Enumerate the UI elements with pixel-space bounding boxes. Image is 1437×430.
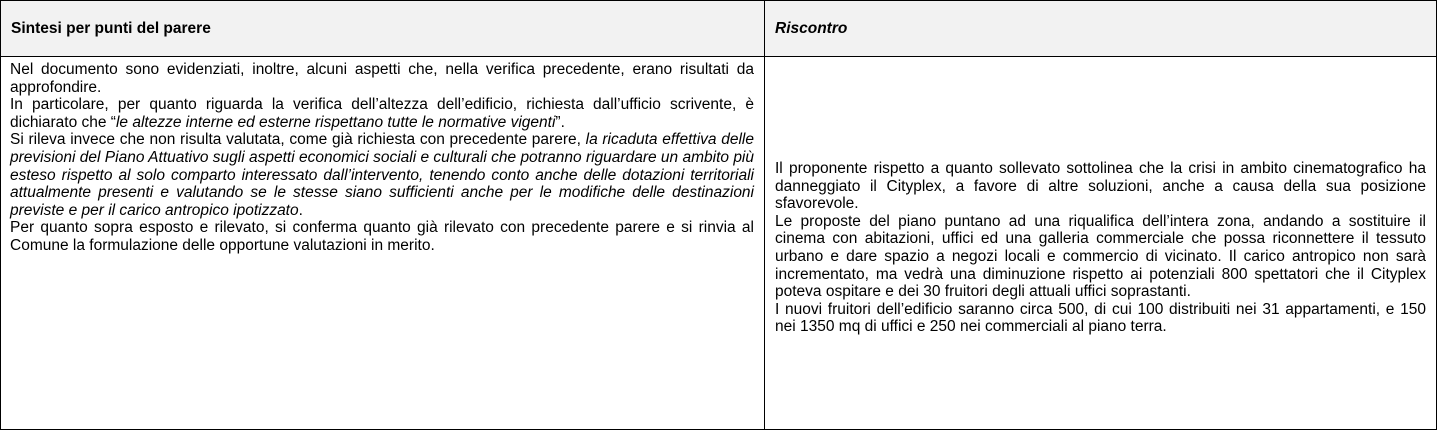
summary-text-span: Si rileva invece che non risulta valutata, come già richiesta con precedente parere, <box>10 131 586 149</box>
header-response-label: Riscontro <box>775 19 848 37</box>
summary-paragraph <box>10 61 754 96</box>
header-cell-response <box>765 1 1437 57</box>
summary-text-span: ”. <box>555 113 565 131</box>
summary-text-span: . <box>298 201 303 219</box>
response-text-span: Il proponente rispetto a quanto sollevato sottolinea che la crisi in ambito cinematografico ha danneggiato il Cityplex, a favore di altre soluzioni, anche a causa della sua posizione sfavorevole. <box>775 160 1426 213</box>
table-header-row <box>1 1 1437 57</box>
summary-paragraph <box>10 131 754 219</box>
response-text <box>765 57 1436 336</box>
summary-paragraph <box>10 219 754 254</box>
response-cell <box>765 57 1437 430</box>
response-text-span: Le proposte del piano puntano ad una riqualifica dell’intera zona, andando a sostituire il cinema con abitazioni, uffici ed una galleria commerciale che possa riconnettere il tessuto urbano e dare spazio a negozi locali e commercio di vicinato. Il carico antropico non sarà incrementato, ma vedrà una diminuzione rispetto ai potenziali 800 spettatori che il Cityplex poteva ospitare e dei 30 fruitori degli attuali uffici soprastanti. <box>775 212 1426 301</box>
summary-cell <box>1 57 765 430</box>
header-summary-label: Sintesi per punti del parere <box>11 19 211 37</box>
summary-text-span: le altezze interne ed esterne rispettano tutte le normative vigenti <box>115 113 556 131</box>
summary-text-span: Per quanto sopra esposto e rilevato, si conferma quanto già rilevato con precedente parere e si rinvia al Comune la formulazione delle opportune valutazioni in merito. <box>10 219 754 254</box>
header-cell-summary <box>1 1 765 57</box>
response-paragraph <box>775 301 1426 336</box>
summary-paragraph <box>10 96 754 131</box>
summary-text-span: la ricaduta effettiva delle previsioni del Piano Attuativo sugli aspetti economici sociali e culturali che potranno riguardare un ambito più esteso rispetto al solo comparto interessato dall’intervento, tenendo conto anche delle dotazioni territoriali attualmente presenti e valutando se le stesse siano sufficienti anche per le modifiche delle destinazioni previste e per il carico antropico ipotizzato <box>10 131 754 219</box>
summary-text-span: In particolare, per quanto riguarda la verifica dell’altezza dell’edificio, richiesta dall’ufficio scrivente, è dichiarato che “ <box>10 96 754 131</box>
response-text-span: I nuovi fruitori dell’edificio saranno circa 500, di cui 100 distribuiti nei 31 appartamenti, e 150 nei 1350 mq di uffici e 250 nei commerciali al piano terra. <box>775 300 1426 336</box>
response-paragraph <box>775 213 1426 301</box>
table-body-row <box>1 57 1437 430</box>
summary-text-span: Nel documento sono evidenziati, inoltre, alcuni aspetti che, nella verifica precedente, erano risultati da approfondire. <box>10 61 754 96</box>
summary-text <box>1 57 764 255</box>
response-paragraph <box>775 160 1426 213</box>
